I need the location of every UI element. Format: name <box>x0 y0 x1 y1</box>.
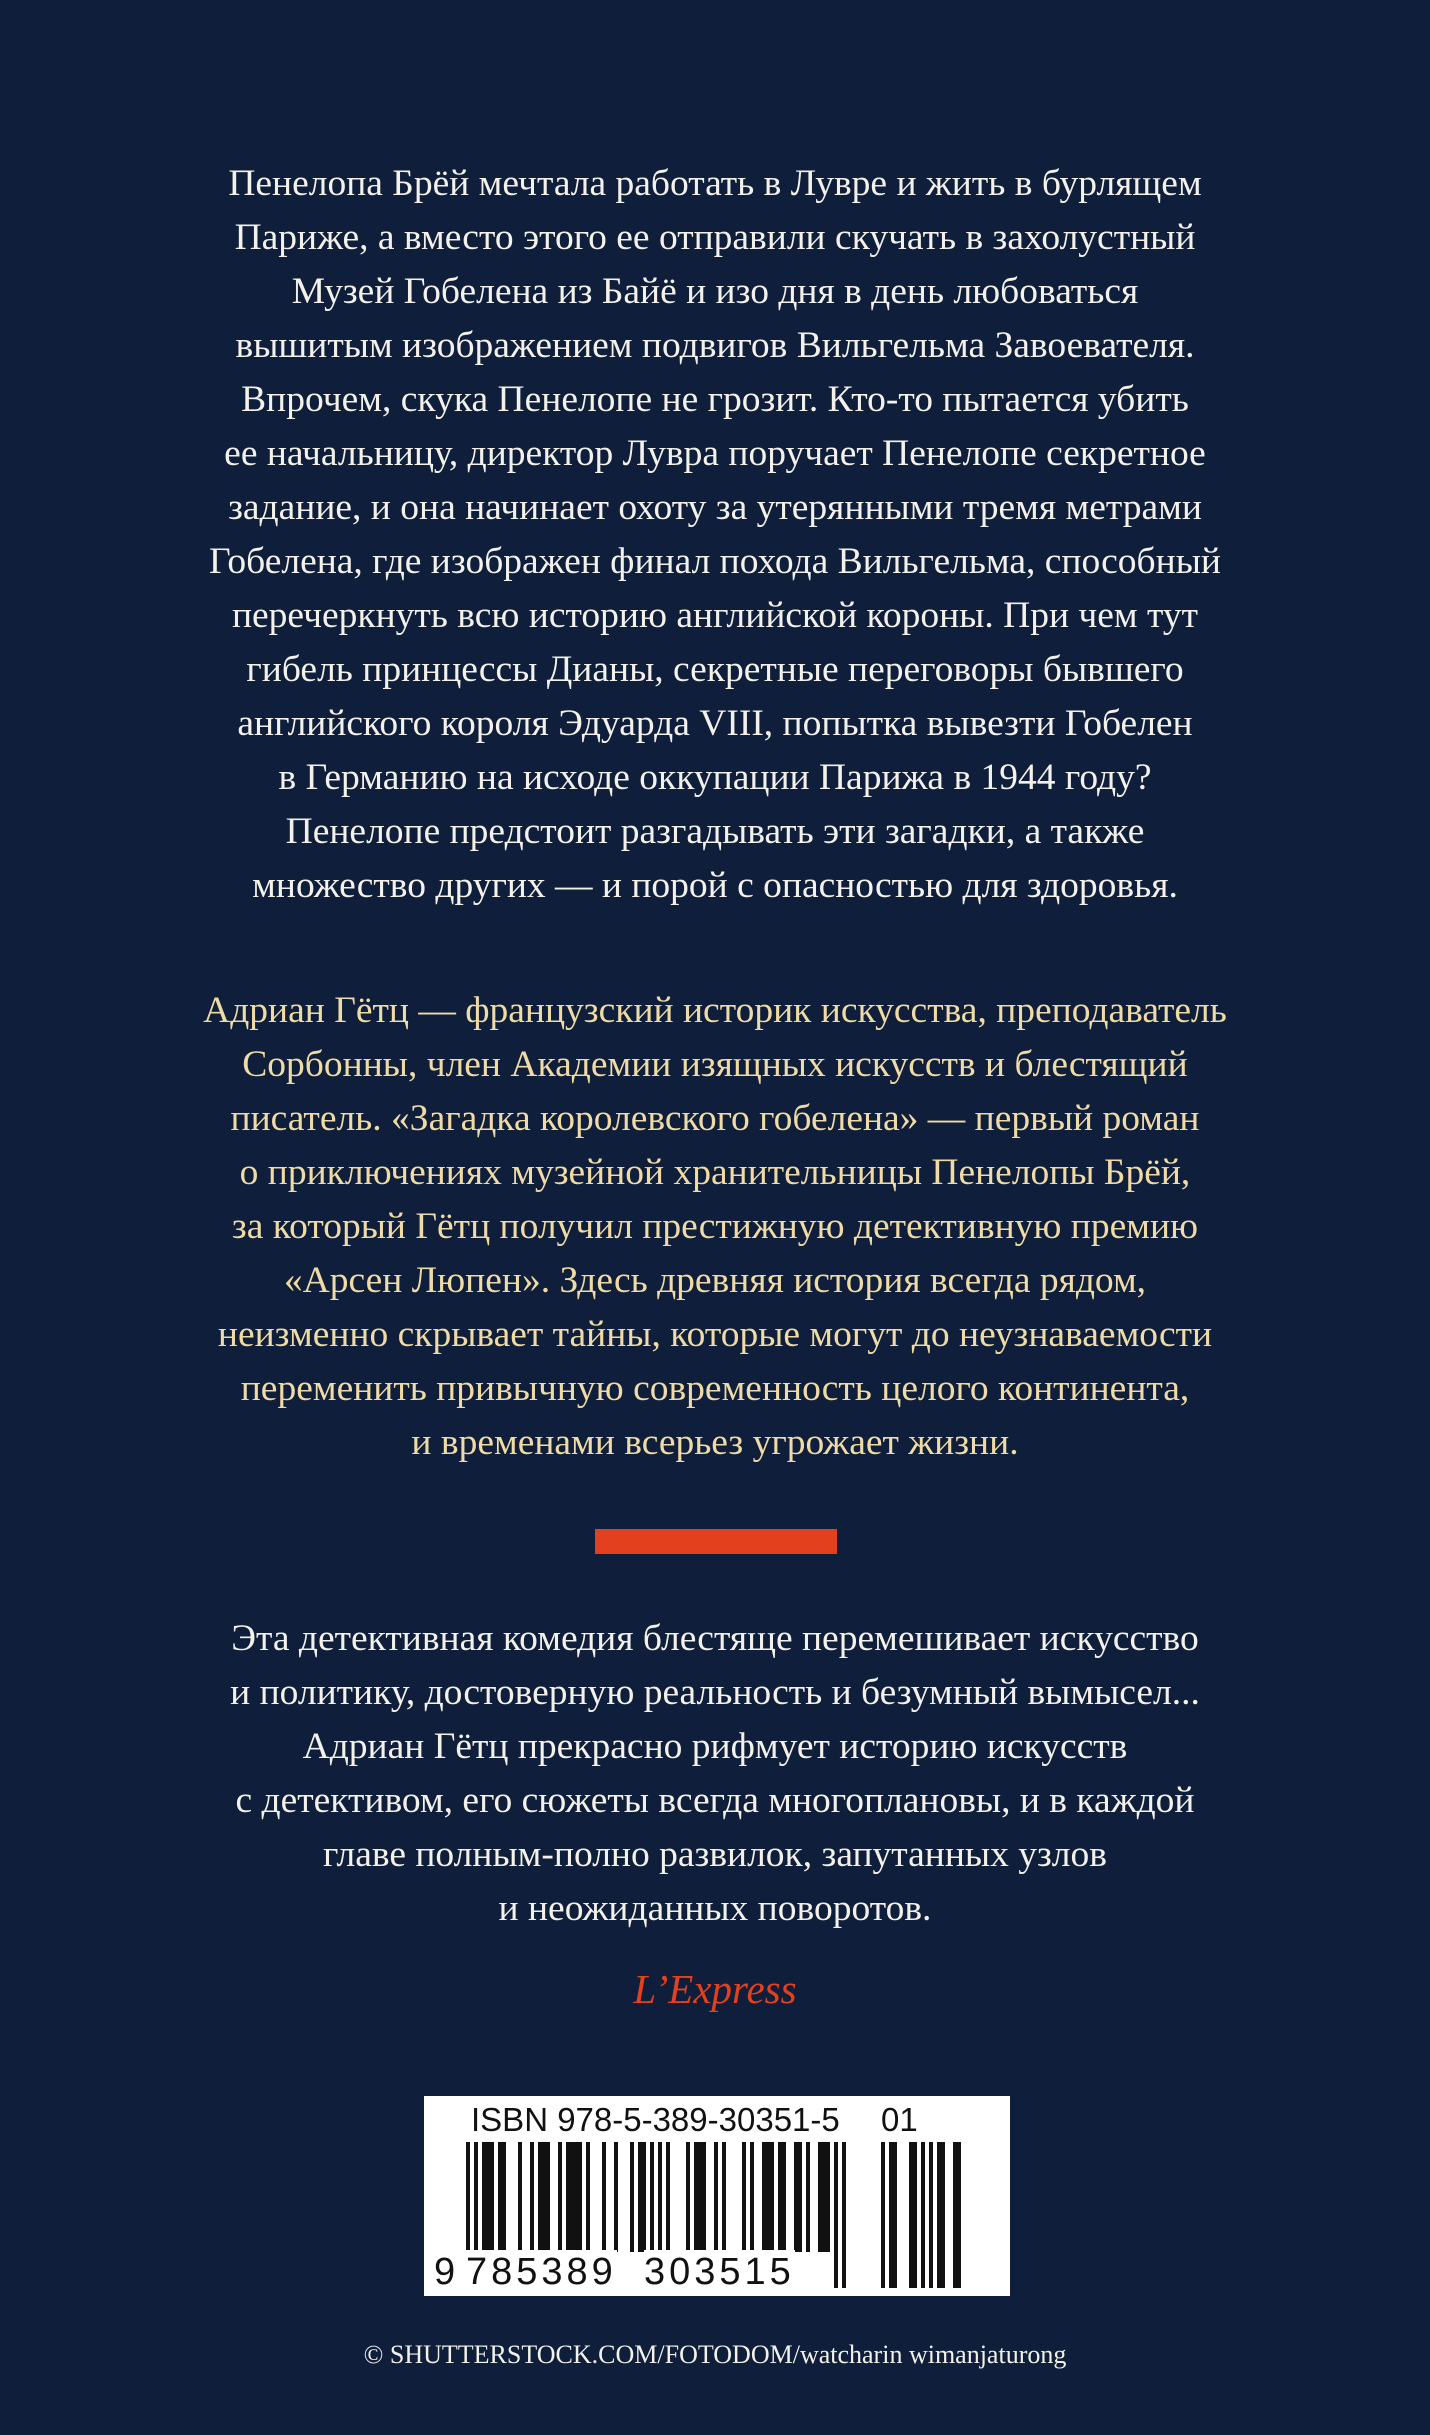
barcode-bar <box>566 2142 570 2252</box>
barcode-bar <box>546 2142 550 2252</box>
barcode-bar <box>630 2142 634 2252</box>
addon-bar <box>921 2142 925 2288</box>
synopsis-line: множество других — и порой с опасностью для здоровья. <box>252 865 1178 906</box>
barcode-bar <box>490 2142 494 2252</box>
synopsis-line: Музей Гобелена из Байё и изо дня в день любоваться <box>291 271 1139 312</box>
synopsis-line: Пенелопа Брёй мечтала работать в Лувре и жить в бурлящем <box>228 163 1202 204</box>
synopsis-line: вышитым изображением подвигов Вильгельма Завоевателя. <box>235 325 1195 366</box>
author-bio-line: Сорбонны, член Академии изящных искусств и блестящий <box>242 1044 1188 1085</box>
barcode-bar <box>498 2142 502 2252</box>
barcode-bar <box>766 2142 770 2252</box>
author-bio-line: неизменно скрывает тайны, которые могут до неузнаваемости <box>217 1314 1213 1355</box>
barcode-digits-right: 303515 <box>644 2251 795 2293</box>
barcode-bar <box>722 2142 726 2252</box>
review-quote-line: главе полным-полно развилок, запутанных узлов <box>323 1834 1107 1875</box>
barcode-bar <box>570 2142 574 2252</box>
barcode-bar <box>750 2142 754 2252</box>
review-quote-line: Эта детективная комедия блестяще перемешивает искусство <box>231 1618 1199 1659</box>
barcode-bar <box>798 2142 802 2252</box>
addon-bar <box>893 2142 897 2288</box>
isbn-label: ISBN 978-5-389-30351-5 <box>471 2101 840 2138</box>
addon-bar <box>913 2142 917 2288</box>
addon-bar <box>929 2142 933 2288</box>
photo-credit: © SHUTTERSTOCK.COM/FOTODOM/watcharin wimanjaturong <box>363 2340 1067 2369</box>
barcode-bar <box>578 2142 582 2252</box>
addon-label: 01 <box>881 2101 918 2138</box>
author-bio-line: писатель. «Загадка королевского гобелена» — первый роман <box>230 1098 1200 1139</box>
addon-bar <box>937 2142 941 2288</box>
barcode-bar <box>826 2142 830 2252</box>
synopsis-line: перечеркнуть всю историю английской короны. При чем тут <box>231 595 1199 636</box>
synopsis-paragraph <box>0 157 1430 913</box>
synopsis-line: Париже, а вместо этого ее отправили скучать в захолустный <box>234 217 1196 258</box>
barcode-bar <box>842 2142 846 2288</box>
author-bio-line: Адриан Гётц — французский историк искусства, преподаватель <box>203 990 1227 1031</box>
barcode-bar <box>770 2142 774 2252</box>
barcode-bar <box>686 2142 690 2252</box>
barcode-bar <box>778 2142 782 2252</box>
barcode-bar <box>666 2142 670 2252</box>
barcode-bar <box>638 2142 642 2252</box>
synopsis-line: Гобелена, где изображен финал похода Вильгельма, способный <box>209 541 1221 582</box>
author-bio-paragraph <box>0 984 1430 1470</box>
addon-bar <box>957 2142 961 2288</box>
barcode-bar <box>818 2142 822 2252</box>
synopsis-line: Впрочем, скука Пенелопе не грозит. Кто-то пытается убить <box>241 379 1189 420</box>
author-bio-line: и временами всерьез угрожает жизни. <box>411 1422 1019 1463</box>
barcode-bar <box>742 2142 746 2252</box>
barcode-bar <box>694 2142 698 2252</box>
barcode-bar <box>782 2142 786 2252</box>
quote-source: L’Express <box>633 1966 797 2012</box>
addon-bar <box>889 2142 893 2288</box>
barcode-bar <box>822 2142 826 2252</box>
barcode-bar <box>558 2142 562 2252</box>
author-bio-line: о приключениях музейной хранительницы Пенелопы Брёй, <box>239 1152 1191 1193</box>
synopsis-line: задание, и она начинает охоту за утерянными тремя метрами <box>228 487 1202 528</box>
author-bio-line: за который Гётц получил престижную детективную премию <box>231 1206 1199 1247</box>
barcode-bar <box>714 2142 718 2252</box>
barcode-digits-left: 785389 <box>466 2251 617 2293</box>
review-quote-paragraph <box>0 1612 1430 1936</box>
addon-bar <box>941 2142 945 2288</box>
barcode-bar <box>702 2142 706 2252</box>
synopsis-line: ее начальницу, директор Лувра поручает Пенелопе секретное <box>224 433 1206 474</box>
barcode-bar <box>762 2142 766 2252</box>
synopsis-line: гибель принцессы Дианы, секретные переговоры бывшего <box>246 649 1184 690</box>
review-quote-line: Адриан Гётц прекрасно рифмует историю искусств <box>302 1726 1128 1767</box>
addon-bar <box>953 2142 957 2288</box>
barcode-bar <box>586 2142 590 2252</box>
addon-bar <box>881 2142 885 2288</box>
section-divider <box>595 1529 837 1554</box>
barcode-bar <box>806 2142 810 2252</box>
barcode-bar <box>530 2142 534 2252</box>
addon-bar <box>909 2142 913 2288</box>
barcode-digit-lead: 9 <box>434 2251 456 2293</box>
barcode-bar <box>542 2142 546 2252</box>
review-quote-line: с детективом, его сюжеты всегда многоплановы, и в каждой <box>235 1780 1195 1821</box>
author-bio-line: переменить привычную современность целого континента, <box>240 1368 1190 1409</box>
barcode-bar <box>574 2142 578 2252</box>
isbn-barcode <box>424 2096 1010 2296</box>
barcode-bar <box>486 2142 490 2252</box>
barcode-bar <box>518 2142 522 2252</box>
barcode-bar <box>502 2142 506 2252</box>
synopsis-line: английского короля Эдуарда VIII, попытка вывезти Гобелен <box>237 703 1193 744</box>
barcode-bar <box>538 2142 542 2252</box>
synopsis-line: Пенелопе предстоит разгадывать эти загадки, а также <box>285 811 1145 852</box>
barcode-bar <box>602 2142 606 2252</box>
barcode-bar <box>794 2142 798 2252</box>
review-quote-line: и неожиданных поворотов. <box>498 1888 932 1929</box>
barcode-bar <box>642 2142 646 2252</box>
barcode-bar <box>614 2142 618 2252</box>
barcode-bar <box>698 2142 702 2252</box>
synopsis-line: в Германию на исходе оккупации Парижа в 1944 году? <box>278 757 1152 798</box>
barcode-bar <box>834 2142 838 2288</box>
author-bio-line: «Арсен Люпен». Здесь древняя история всегда рядом, <box>283 1260 1147 1301</box>
barcode-bar <box>482 2142 486 2252</box>
review-quote-line: и политику, достоверную реальность и безумный вымысел... <box>230 1672 1200 1713</box>
